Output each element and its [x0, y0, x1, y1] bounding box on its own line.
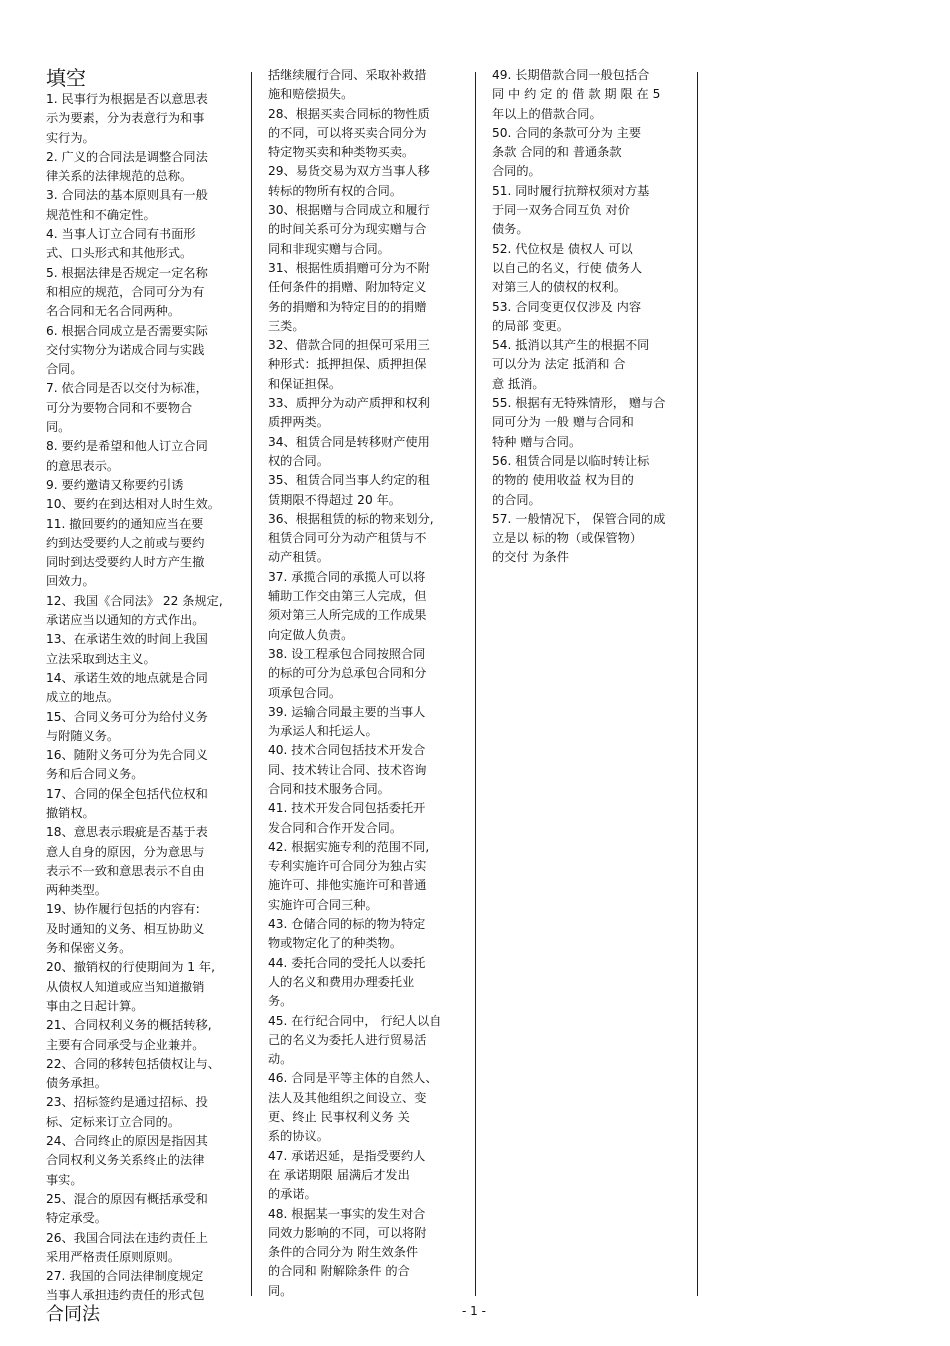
fill-in-item: 9. 要约邀请又称要约引诱: [46, 477, 184, 492]
fill-in-item: 25、混合的原因有概括承受和 特定承受。: [46, 1191, 208, 1226]
fill-in-item: 16、随附义务可分为先合同义 务和后合同义务。: [46, 748, 208, 782]
fill-in-item: 29、易货交易为双方当事人移 转标的物所有权的合同。: [268, 164, 430, 198]
fill-in-item: 35、租赁合同当事人约定的租 赁期限不得超过 20 年。: [268, 473, 430, 507]
column-2: [268, 66, 458, 1301]
fill-in-item: 48. 根据某一事实的发生对合 同效力影响的不同，可以将附 条件的合同分为 附生效条件 的合同和 附解除条件 的合 同。: [268, 1206, 427, 1298]
column-1: [46, 66, 236, 1306]
column-3-items: [492, 66, 684, 568]
fill-in-item: 41. 技术开发合同包括委托开 发合同和合作开发合同。: [268, 801, 426, 835]
column-divider: [475, 72, 476, 1296]
fill-in-item: 51. 同时履行抗辩权须对方基 于同一双务合同互负 对价 债务。: [492, 183, 650, 237]
fill-in-item: 17、合同的保全包括代位权和 撤销权。: [46, 786, 208, 820]
fill-in-item: 49. 长期借款合同一般包括合 同 中 约 定 的 借 款 期 限 在 5 年以上的借款合同。: [492, 68, 661, 121]
fill-in-item: 12、我国《合同法》 22 条规定, 承诺应当以通知的方式作出。: [46, 593, 223, 628]
fill-in-item: 26、我国合同法在违约责任上 采用严格责任原则原则。: [46, 1230, 208, 1264]
fill-in-item: 21、合同权利义务的概括转移, 主要有合同承受与企业兼并。: [46, 1018, 212, 1052]
fill-in-item: 47. 承诺迟延，是指受要约人 在 承诺期限 届满后才发出 的承诺。: [268, 1148, 426, 1202]
column-divider: [251, 72, 252, 1296]
fill-in-item: 6. 根据合同成立是否需要实际 交付实物分为诺成合同与实践 合同。: [46, 323, 208, 377]
fill-in-item: 4. 当事人订立合同有书面形 式、口头形式和其他形式。: [46, 227, 196, 261]
fill-in-item: 55. 根据有无特殊情形， 赠与合 同可分为 一般 赠与合同和 特种 赠与合同。: [492, 396, 666, 449]
fill-in-item: 23、招标签约是通过招标、投 标、定标来订立合同的。: [46, 1095, 208, 1129]
fill-in-item: 44. 委托合同的受托人以委托 人的名义和费用办理委托业 务。: [268, 955, 426, 1009]
fill-in-item: 45. 在行纪合同中， 行纪人以自 己的名义为委托人进行贸易活 动。: [268, 1013, 442, 1067]
fill-in-item: 22、合同的移转包括债权让与、 债务承担。: [46, 1056, 220, 1091]
fill-in-item: 43. 仓储合同的标的物为特定 物或物定化了的种类物。: [268, 917, 426, 951]
fill-in-item: 37. 承揽合同的承揽人可以将 辅助工作交由第三人完成，但 须对第三人所完成的工作成果 向定做人负责。: [268, 569, 427, 642]
section-heading: 填空: [46, 66, 86, 90]
fill-in-item: 15、合同义务可分为给付义务 与附随义务。: [46, 709, 208, 743]
fill-in-item: 括继续履行合同、采取补救措 施和赔偿损失。: [268, 68, 427, 102]
fill-in-item: 5. 根据法律是否规定一定名称 和相应的规范，合同可分为有 名合同和无名合同两种。: [46, 265, 208, 319]
fill-in-item: 38. 设工程承包合同按照合同 的标的可分为总承包合同和分 项承包合同。: [268, 646, 427, 700]
fill-in-item: 2. 广义的合同法是调整合同法 律关系的法律规范的总称。: [46, 149, 208, 184]
fill-in-item: 36、根据租赁的标的物来划分, 租赁合同可分为动产租赁与不 动产租赁。: [268, 511, 434, 565]
fill-in-item: 46. 合同是平等主体的自然人、 法人及其他组织之间设立、变 更、终止 民事权利义务 关 系的协议。: [268, 1071, 438, 1144]
fill-in-item: 31、根据性质捐赠可分为不附 任何条件的捐赠、附加特定义 务的捐赠和为特定目的的捐赠 三类。: [268, 260, 430, 333]
fill-in-item: 3. 合同法的基本原则具有一般 规范性和不确定性。: [46, 188, 208, 222]
fill-in-item: 11. 撤回要约的通知应当在要 约到达受要约人之前或与要约 同时到达受要约人时方产生撤 回效力。: [46, 516, 205, 589]
fill-in-item: 27. 我国的合同法律制度规定 当事人承担违约责任的形式包: [46, 1269, 205, 1303]
fill-in-item: 39. 运输合同最主要的当事人 为承运人和托运人。: [268, 704, 426, 739]
fill-in-item: 42. 根据实施专利的范围不同, 专利实施许可合同分为独占实 施许可、排他实施许可和普通 实施许可合同三种。: [268, 839, 430, 912]
page-number: - 1 -: [462, 1304, 486, 1318]
fill-in-item: 14、承诺生效的地点就是合同 成立的地点。: [46, 670, 208, 705]
column-divider: [697, 72, 698, 1296]
fill-in-item: 34、租赁合同是转移财产使用 权的合同。: [268, 434, 430, 468]
fill-in-item: 19、协作履行包括的内容有: 及时通知的义务、相互协助义 务和保密义务。: [46, 902, 205, 956]
fill-in-item: 8. 要约是希望和他人订立合同 的意思表示。: [46, 439, 208, 473]
fill-in-item: 28、根据买卖合同标的物性质 的不同，可以将买卖合同分为 特定物买卖和种类物买卖。: [268, 106, 430, 160]
fill-in-item: 40. 技术合同包括技术开发合 同、技术转让合同、技术咨询 合同和技术服务合同。: [268, 743, 427, 796]
fill-in-item: 13、在承诺生效的时间上我国 立法采取到达主义。: [46, 632, 208, 666]
fill-in-item: 33、质押分为动产质押和权利 质押两类。: [268, 396, 430, 430]
footer-title: 合同法: [46, 1304, 100, 1325]
fill-in-item: 54. 抵消以其产生的根据不同 可以分为 法定 抵消和 合 意 抵消。: [492, 338, 650, 391]
fill-in-item: 53. 合同变更仅仅涉及 内容 的局部 变更。: [492, 299, 642, 333]
fill-in-item: 32、借款合同的担保可采用三 种形式：抵押担保、质押担保 和保证担保。: [268, 338, 430, 391]
fill-in-item: 18、意思表示瑕疵是否基于表 意人自身的原因，分为意思与 表示不一致和意思表示不自由 两种类型。: [46, 825, 208, 898]
fill-in-item: 1. 民事行为根据是否以意思表 示为要素，分为表意行为和事 实行为。: [46, 92, 208, 145]
fill-in-item: 50. 合同的条款可分为 主要 条款 合同的和 普通条款 合同的。: [492, 125, 642, 179]
column-1-items: [46, 90, 236, 1306]
column-2-items: [268, 66, 458, 1301]
fill-in-item: 30、根据赠与合同成立和履行 的时间关系可分为现实赠与合 同和非现实赠与合同。: [268, 203, 430, 256]
fill-in-item: 56. 租赁合同是以临时转让标 的物的 使用收益 权为目的 的合同。: [492, 453, 650, 507]
fill-in-item: 7. 依合同是否以交付为标准， 可分为要物合同和不要物合 同。: [46, 381, 208, 435]
fill-in-item: 24、合同终止的原因是指因其 合同权利义务关系终止的法律 事实。: [46, 1134, 208, 1187]
column-3: [492, 66, 684, 568]
fill-in-item: 57. 一般情况下， 保管合同的成 立是以 标的物（或保管物） 的交付 为条件: [492, 511, 666, 565]
fill-in-item: 20、撤销权的行使期间为 1 年, 从债权人知道或应当知道撤销 事由之日起计算。: [46, 960, 215, 1013]
fill-in-item: 10、要约在到达相对人时生效。: [46, 497, 220, 512]
fill-in-item: 52. 代位权是 债权人 可以 以自己的名义，行使 债务人 对第三人的债权的权利。: [492, 241, 643, 295]
